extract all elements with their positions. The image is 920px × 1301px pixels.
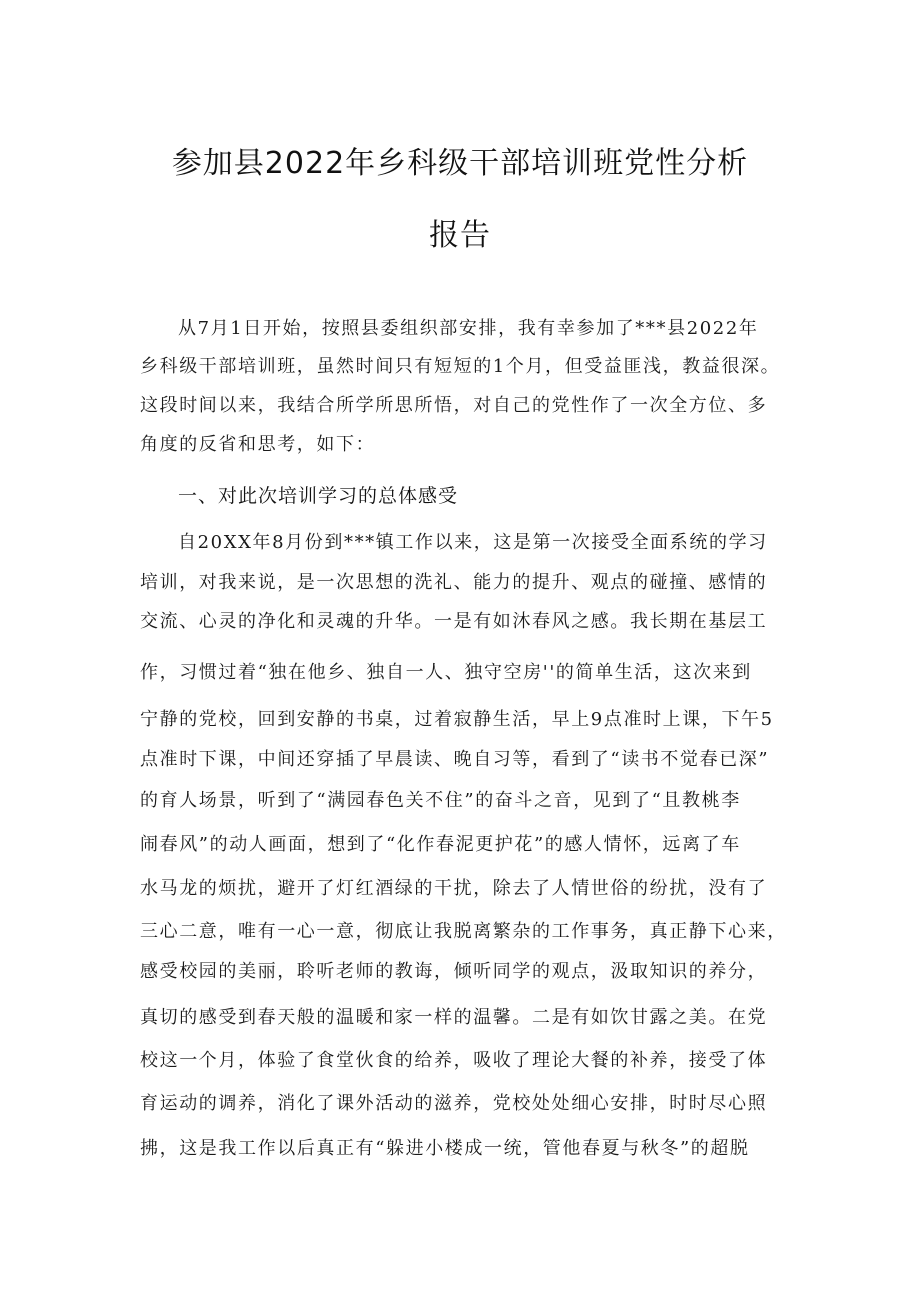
intro-line: 从7月1日开始，按照县委组织部安排，我有幸参加了***县2022年	[178, 318, 759, 339]
section-1-line: 拂，这是我工作以后真正有“躲进小楼成一统，管他春夏与秋冬”的超脱	[140, 1138, 750, 1159]
section-1-line: 宁静的党校，回到安静的书桌，过着寂静生活，早上9点准时上课，下午5	[140, 709, 774, 730]
section-1-heading: 一、对此次培训学习的总体感受	[178, 485, 459, 507]
document-title-line-2: 报告	[429, 218, 491, 253]
document-title-line-1: 参加县2022年乡科级干部培训班党性分析	[171, 146, 749, 181]
section-1-line: 点准时下课，中间还穿插了早晨读、晚自习等，看到了“读书不觉春已深”	[140, 749, 770, 770]
section-1-line: 校这一个月，体验了食堂伙食的给养，吸收了理论大餐的补养，接受了体	[140, 1050, 768, 1071]
section-1-line: 自20XX年8月份到***镇工作以来，这是第一次接受全面系统的学习	[178, 532, 768, 553]
section-1-line: 交流、心灵的净化和灵魂的升华。一是有如沐春风之感。我长期在基层工	[140, 611, 768, 632]
section-1-line: 感受校园的美丽，聆听老师的教诲，倾听同学的观点，汲取知识的养分，	[140, 961, 768, 982]
section-1-line: 闹春风”的动人画面，想到了“化作春泥更护花”的感人情怀，远离了车	[140, 834, 741, 855]
intro-line: 乡科级干部培训班，虽然时间只有短短的1个月，但受益匪浅，教益很深。	[140, 356, 781, 377]
intro-line: 这段时间以来，我结合所学所思所悟，对自己的党性作了一次全方位、多	[140, 395, 768, 416]
section-1-line: 培训，对我来说，是一次思想的洗礼、能力的提升、观点的碰撞、感情的	[140, 572, 768, 593]
section-1-line: 真切的感受到春天般的温暖和家一样的温馨。二是有如饮甘露之美。在党	[140, 1007, 768, 1028]
section-1-line: 育运动的调养，消化了课外活动的滋养，党校处处细心安排，时时尽心照	[140, 1093, 768, 1114]
section-1-line: 三心二意，唯有一心一意，彻底让我脱离繁杂的工作事务，真正静下心来，	[140, 921, 787, 942]
section-1-line: 的育人场景，听到了“满园春色关不住”的奋斗之音，见到了“且教桃李	[140, 790, 741, 811]
intro-line: 角度的反省和思考，如下：	[140, 434, 376, 455]
section-1-line: 作，习惯过着“独在他乡、独自一人、独守空房''的简单生活，这次来到	[140, 662, 752, 683]
section-1-line: 水马龙的烦扰，避开了灯红酒绿的干扰，除去了人情世俗的纷扰，没有了	[140, 878, 768, 899]
